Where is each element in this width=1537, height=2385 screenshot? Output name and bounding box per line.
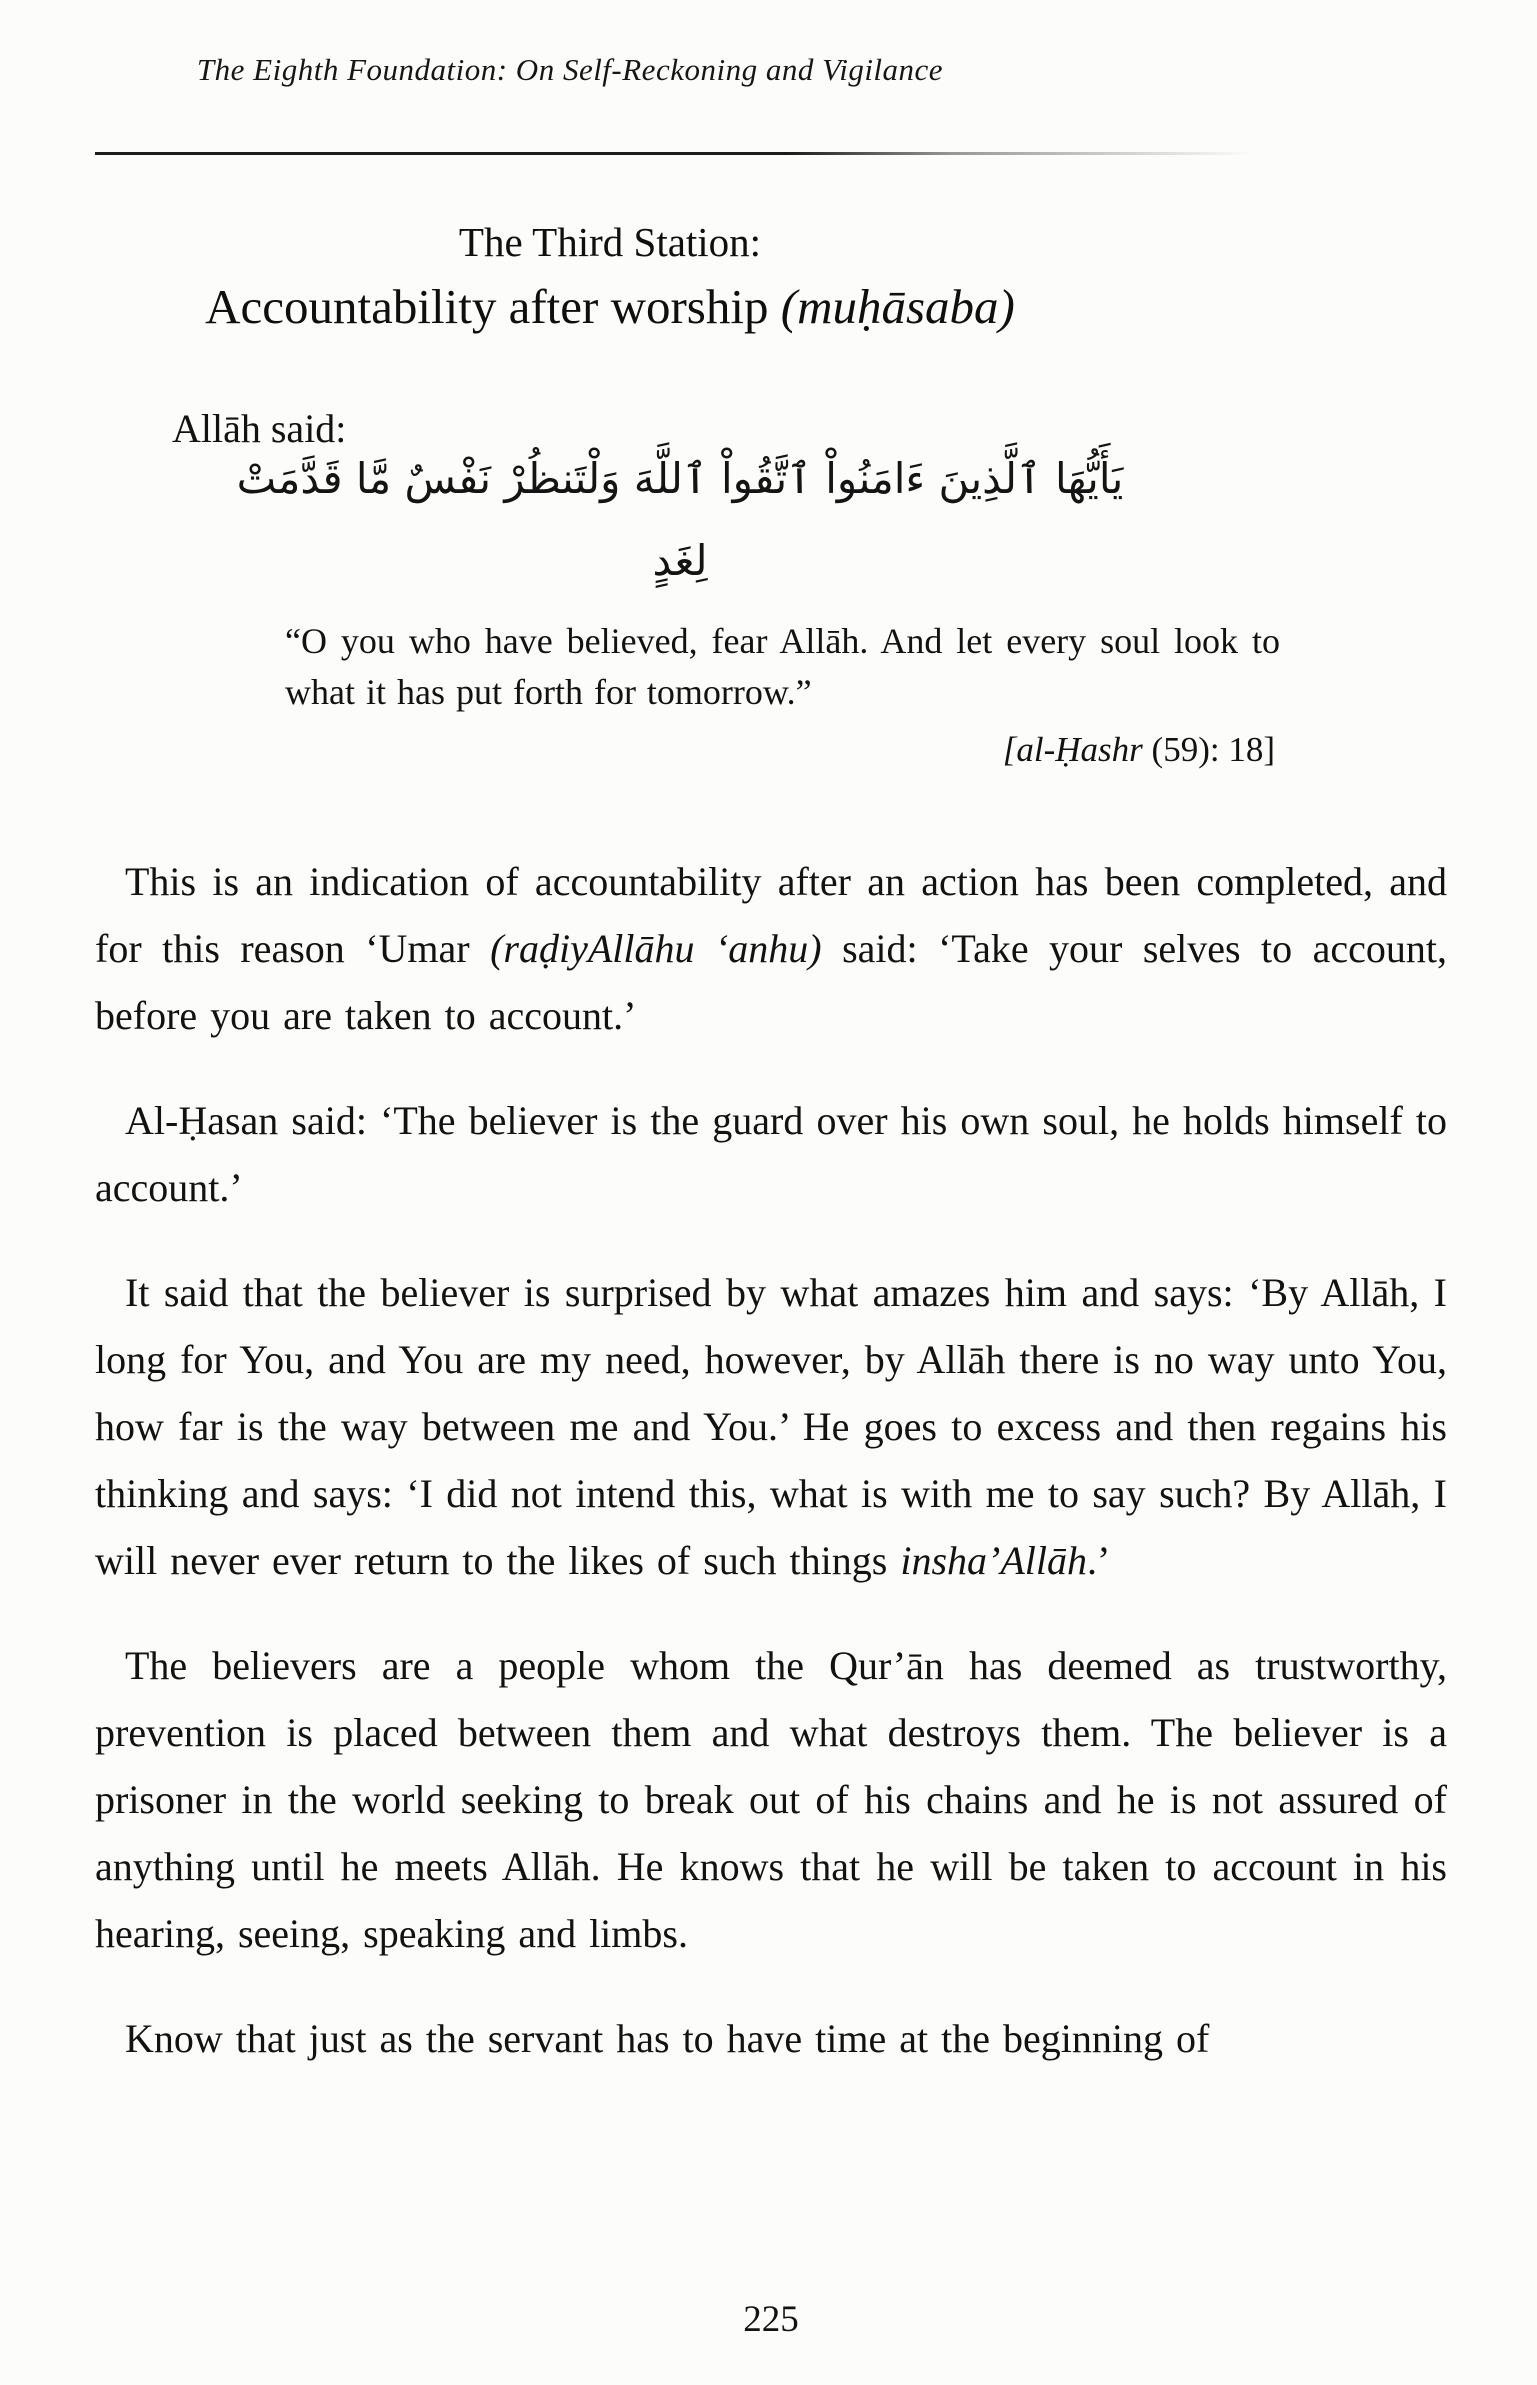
page-title bbox=[60, 278, 1160, 335]
paragraph-italic-segment: (raḍiyAllāhu ‘anhu) bbox=[490, 926, 822, 971]
station-heading: The Third Station: bbox=[458, 219, 762, 265]
paragraph-segment: This is an indication of accountability after an action has been completed, and for this reason ‘Umar bbox=[95, 859, 1447, 971]
paragraph bbox=[95, 1632, 1447, 1967]
paragraph-segment: Al-Ḥasan said: ‘The believer is the guard over his own soul, he holds himself to account.’ bbox=[95, 1098, 1447, 1210]
arabic-verse bbox=[95, 438, 1265, 602]
paragraph-italic-segment: insha’Allāh bbox=[900, 1538, 1088, 1583]
verse-translation: “O you who have believed, fear Allāh. And let every soul look to what it has put forth for tomorrow.” bbox=[285, 621, 1280, 712]
citation-source: [al-Ḥashr bbox=[1002, 730, 1143, 769]
paragraph-segment: The believers are a people whom the Qur’ān has deemed as trustworthy, prevention is placed between them and what destroys them. The believer is a prisoner in the world seeking to break out of his chains and he is not assured of anything until he meets Allāh. He knows that he will be taken to account in his hearing, seeing, speaking and limbs. bbox=[95, 1643, 1447, 1956]
verse-citation bbox=[285, 730, 1275, 770]
verse-intro: Allāh said: bbox=[172, 406, 347, 451]
body-paragraphs bbox=[95, 848, 1447, 2110]
page-title-term: (muḥāsaba) bbox=[780, 279, 1015, 334]
paragraph bbox=[95, 1259, 1447, 1594]
arabic-verse-line-2: لِغَدٍ bbox=[652, 536, 708, 585]
citation-ref: (59): 18] bbox=[1142, 730, 1275, 769]
header-rule bbox=[95, 152, 1355, 155]
page-title-main: Accountability after worship bbox=[205, 279, 781, 334]
paragraph-segment: said: ‘Take your selves to account, before you are taken to account.’ bbox=[95, 926, 1447, 1038]
paragraph bbox=[95, 848, 1447, 1049]
page-number: 225 bbox=[743, 2299, 799, 2340]
running-header: The Eighth Foundation: On Self-Reckoning and Vigilance bbox=[196, 52, 944, 87]
paragraph-segment: Know that just as the servant has to have time at the beginning of bbox=[125, 2016, 1210, 2061]
paragraph-segment: It said that the believer is surprised by what amazes him and says: ‘By Allāh, I long for You, and You are my need, however, by Allāh there is no way unto You, how far is the way between me and You.’ He goes to excess and then regains his thinking and says: ‘I did not intend this, what is with me to say such? By Allāh, I will never ever return to the likes of such things bbox=[95, 1270, 1447, 1583]
paragraph bbox=[95, 2005, 1447, 2072]
arabic-verse-line-1: يَأَيُّهَا ٱلَّذِينَ ءَامَنُواْ ٱتَّقُواْ ٱللَّهَ وَلْتَنظُرْ نَفْسٌ مَّا قَدَّمَتْ bbox=[236, 454, 1124, 503]
paragraph bbox=[95, 1087, 1447, 1221]
paragraph-segment: .’ bbox=[1087, 1538, 1111, 1583]
